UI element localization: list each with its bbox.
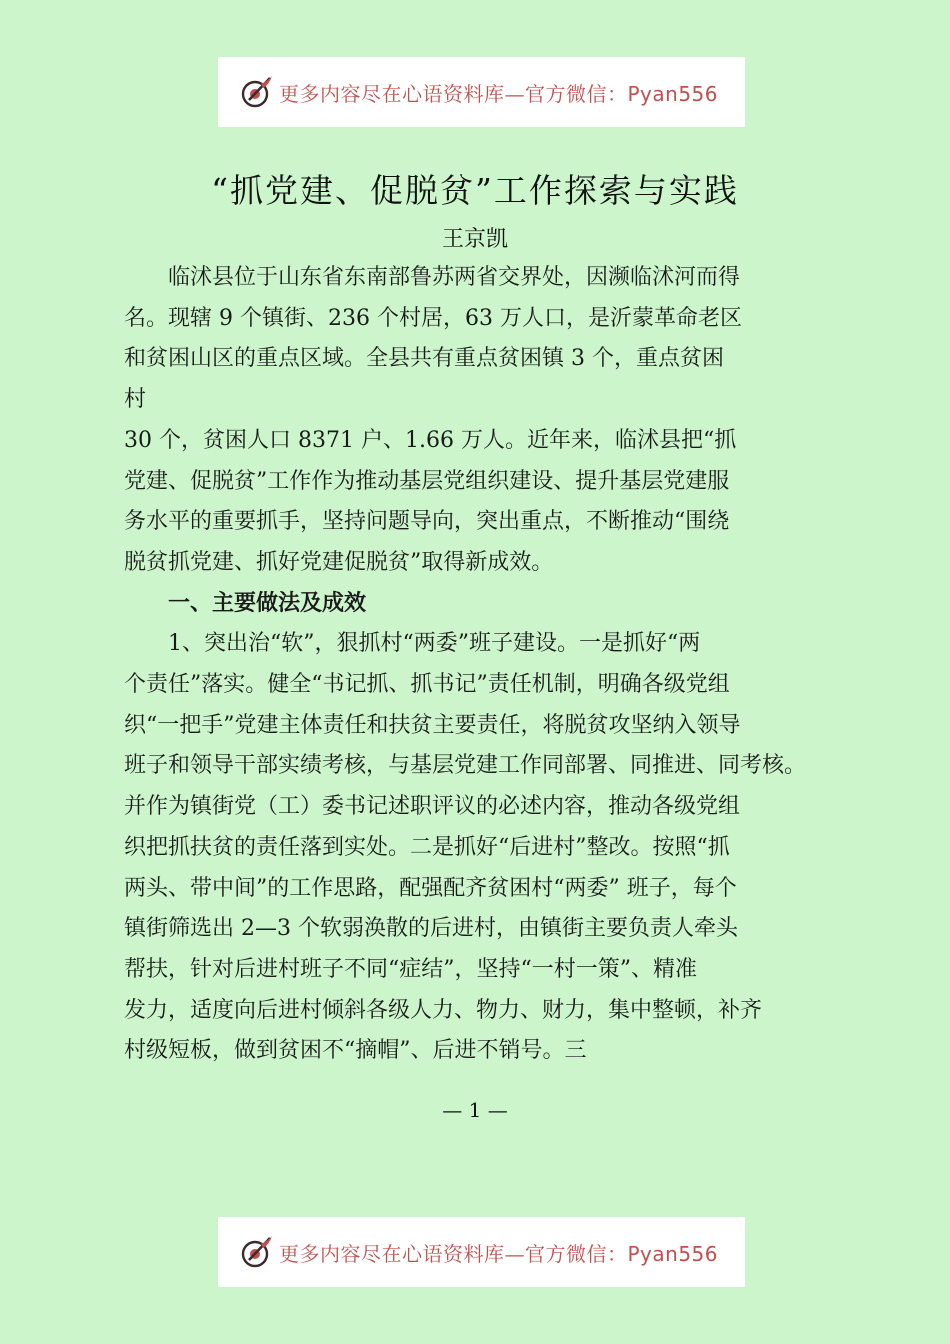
body-line: 临沭县位于山东省东南部鲁苏两省交界处，因濒临沭河而得 bbox=[168, 265, 741, 290]
body-line: 帮扶，针对后进村班子不同“症结”，坚持“一村一策”、精准 bbox=[124, 956, 697, 982]
header-banner bbox=[218, 57, 745, 127]
body-line: 村级短板，做到贫困不“摘帽”、后进不销号。三 bbox=[124, 1038, 587, 1064]
feather-pen-logo-icon bbox=[239, 1234, 275, 1270]
body-line: 名。现辖 9 个镇街、236 个村居，63 万人口，是沂蒙革命老区 bbox=[124, 305, 742, 331]
body-line: 党建、促脱贫”工作作为推动基层党组织建设、提升基层党建服 bbox=[124, 468, 730, 494]
body-line: 织“一把手”党建主体责任和扶贫主要责任，将脱贫攻坚纳入领导 bbox=[124, 712, 741, 738]
feather-pen-logo-icon bbox=[239, 74, 275, 110]
body-line: 织把抓扶贫的责任落到实处。二是抓好“后进村”整改。按照“抓 bbox=[124, 834, 730, 860]
body-line: 30 个，贫困人口 8371 户、1.66 万人。近年来，临沭县把“抓 bbox=[124, 427, 737, 453]
body-line: 两头、带中间”的工作思路，配强配齐贫困村“两委” 班子，每个 bbox=[124, 875, 737, 901]
body-line: 个责任”落实。健全“书记抓、抓书记”责任机制，明确各级党组 bbox=[124, 672, 730, 698]
document-author: 王京凯 bbox=[441, 227, 508, 252]
footer-banner bbox=[218, 1217, 745, 1287]
body-line: 发力，适度向后进村倾斜各级人力、物力、财力，集中整顿，补齐 bbox=[124, 997, 763, 1023]
page-number: — 1 — bbox=[442, 1098, 508, 1122]
document-title: “抓党建、促脱贫”工作探索与实践 bbox=[211, 171, 739, 210]
document-body bbox=[124, 258, 844, 1072]
body-line: 并作为镇街党（工）委书记述职评议的必述内容，推动各级党组 bbox=[124, 794, 741, 820]
body-line: 1、突出治“软”，狠抓村“两委”班子建设。一是抓好“两 bbox=[168, 631, 701, 657]
body-line: 脱贫抓党建、抓好党建促脱贫”取得新成效。 bbox=[124, 549, 554, 575]
banner-text: 更多内容尽在心语资料库—官方微信：Pyan556 bbox=[278, 1241, 718, 1266]
body-line: 务水平的重要抓手，坚持问题导向，突出重点，不断推动“围绕 bbox=[124, 509, 730, 535]
body-line: 镇街筛选出 2—3 个软弱涣散的后进村，由镇街主要负责人牵头 bbox=[124, 916, 738, 942]
body-line: 村 bbox=[124, 387, 147, 413]
body-line: 和贫困山区的重点区域。全县共有重点贫困镇 3 个，重点贫困 bbox=[124, 346, 724, 372]
section-heading: 一、主要做法及成效 bbox=[168, 590, 367, 616]
banner-text: 更多内容尽在心语资料库—官方微信：Pyan556 bbox=[278, 81, 718, 106]
body-line: 班子和领导干部实绩考核，与基层党建工作同部署、同推进、同考核。 bbox=[124, 753, 807, 779]
